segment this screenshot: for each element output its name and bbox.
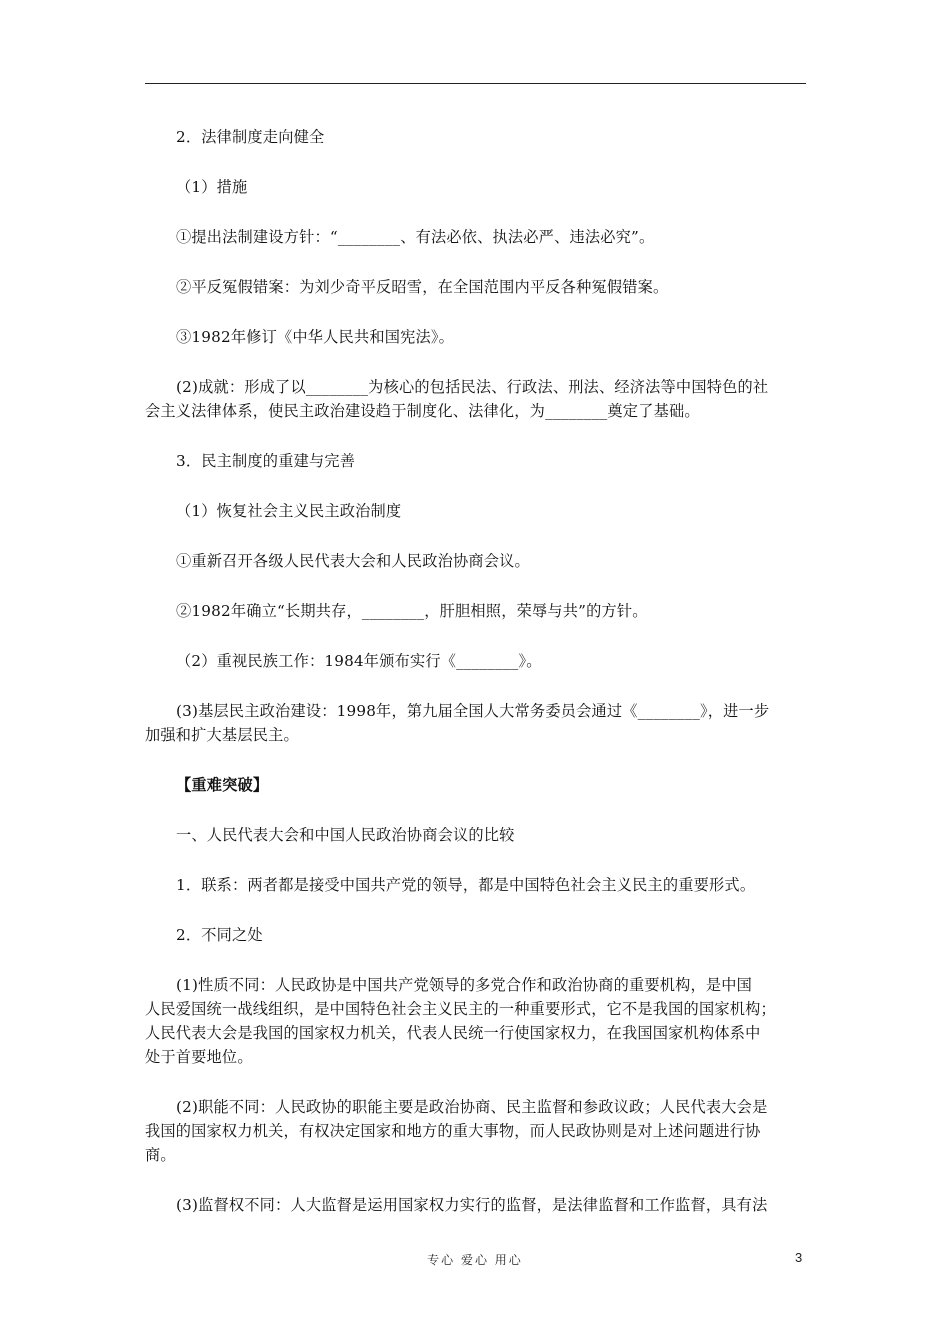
paragraph-line: 我国的国家权力机关，有权决定国家和地方的重大事物，而人民政协则是对上述问题进行协 [145,1122,761,1140]
subheading-restore: （1）恢复社会主义民主政治制度 [176,502,402,520]
section-heading-comparison: 一、人民代表大会和中国人民政治协商会议的比较 [176,826,515,844]
paragraph-line: (2)职能不同：人民政协的职能主要是政治协商、民主监督和参政议政；人民代表大会是 [176,1098,768,1116]
paragraph-line: 加强和扩大基层民主。 [145,726,299,744]
header-rule [145,83,806,84]
section-heading-legal: 2．法律制度走向健全 [176,128,325,146]
paragraph-line: (2)成就：形成了以________为核心的包括民法、行政法、刑法、经济法等中国特色的社 [176,378,769,396]
paragraph-line: 人民爱国统一战线组织，是中国特色社会主义民主的一种重要形式，它不是我国的国家机构； [145,1000,776,1018]
section-title-key-points: 【重难突破】 [176,776,269,794]
paragraph-line: 商。 [145,1146,176,1164]
subheading-measures: （1）措施 [176,178,248,196]
list-item: ②平反冤假错案：为刘少奇平反昭雪，在全国范围内平反各种冤假错案。 [176,278,669,296]
page-number: 3 [795,1250,803,1265]
section-heading-democracy: 3．民主制度的重建与完善 [176,452,356,470]
subheading-differences: 2．不同之处 [176,926,263,944]
paragraph-line: 会主义法律体系，使民主政治建设趋于制度化、法律化，为________奠定了基础。 [145,402,700,420]
paragraph-line: (3)监督权不同：人大监督是运用国家权力实行的监督，是法律监督和工作监督，具有法 [176,1196,768,1214]
list-item: ③1982年修订《中华人民共和国宪法》。 [176,328,455,346]
list-item: ①重新召开各级人民代表大会和人民政治协商会议。 [176,552,530,570]
list-item: ①提出法制建设方针：“________、有法必依、执法必严、违法必究”。 [176,228,655,246]
paragraph-line: 处于首要地位。 [145,1048,253,1066]
paragraph-line: 1．联系：两者都是接受中国共产党的领导，都是中国特色社会主义民主的重要形式。 [176,876,756,894]
list-item: ②1982年确立“长期共存，________，肝胆相照，荣辱与共”的方针。 [176,602,648,620]
paragraph-line: (1)性质不同：人民政协是中国共产党领导的多党合作和政治协商的重要机构，是中国 [176,976,753,994]
subheading-ethnic: （2）重视民族工作：1984年颁布实行《________》。 [176,652,542,670]
paragraph-line: (3)基层民主政治建设：1998年，第九届全国人大常务委员会通过《________》，进一步 [176,702,770,720]
paragraph-line: 人民代表大会是我国的国家权力机关，代表人民统一行使国家权力，在我国国家机构体系中 [145,1024,761,1042]
footer-motto: 专心 爱心 用心 [427,1253,523,1267]
